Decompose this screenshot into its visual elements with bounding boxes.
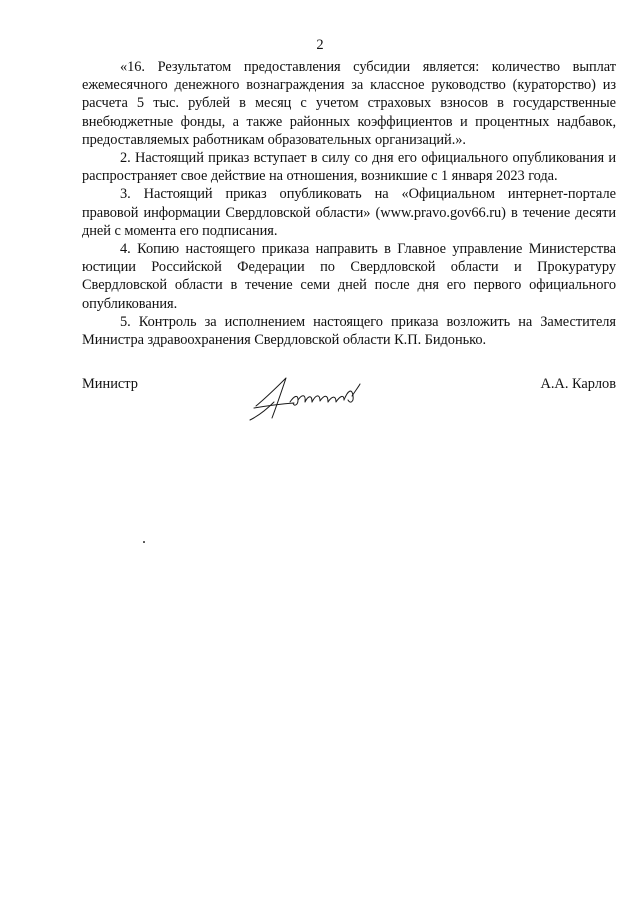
signer-position: Министр (82, 376, 138, 392)
handwritten-signature (244, 372, 404, 428)
paragraph-publication: 3. Настоящий приказ опубликовать на «Официальном интернет-портале правовой информации Свердловской области» (www.pravo.gov66.ru) в течение десяти дней с момента его подписания. (82, 186, 616, 239)
paragraph-copy-distribution: 4. Копию настоящего приказа направить в Главное управление Министерства юстиции Российской Федерации по Свердловской области и Прокуратуру Свердловской области в течение семи дней после дня его первого официального опубликования. (82, 241, 616, 312)
paragraph-clause-16: «16. Результатом предоставления субсидии является: количество выплат ежемесячного денежного вознаграждения за классное руководство (кураторство) из расчета 5 тыс. рублей в месяц с учетом страховых взносов в государственные внебюджетные фонды, а также районных коэффициентов и процентных надбавок, предоставляемых работникам образовательных организаций.». (82, 59, 616, 148)
signer-name: А.А. Карлов (540, 376, 616, 392)
document-body (82, 58, 616, 349)
signature-block (82, 374, 616, 434)
paragraph-effective-date: 2. Настоящий приказ вступает в силу со дня его официального опубликования и распространяет свое действие на отношения, возникшие с 1 января 2023 года. (82, 150, 616, 185)
paragraph-control: 5. Контроль за исполнением настоящего приказа возложить на Заместителя Министра здравоохранения Свердловской области К.П. Бидонько. (82, 313, 616, 349)
scan-speck (143, 541, 145, 543)
page-number: 2 (316, 37, 324, 53)
